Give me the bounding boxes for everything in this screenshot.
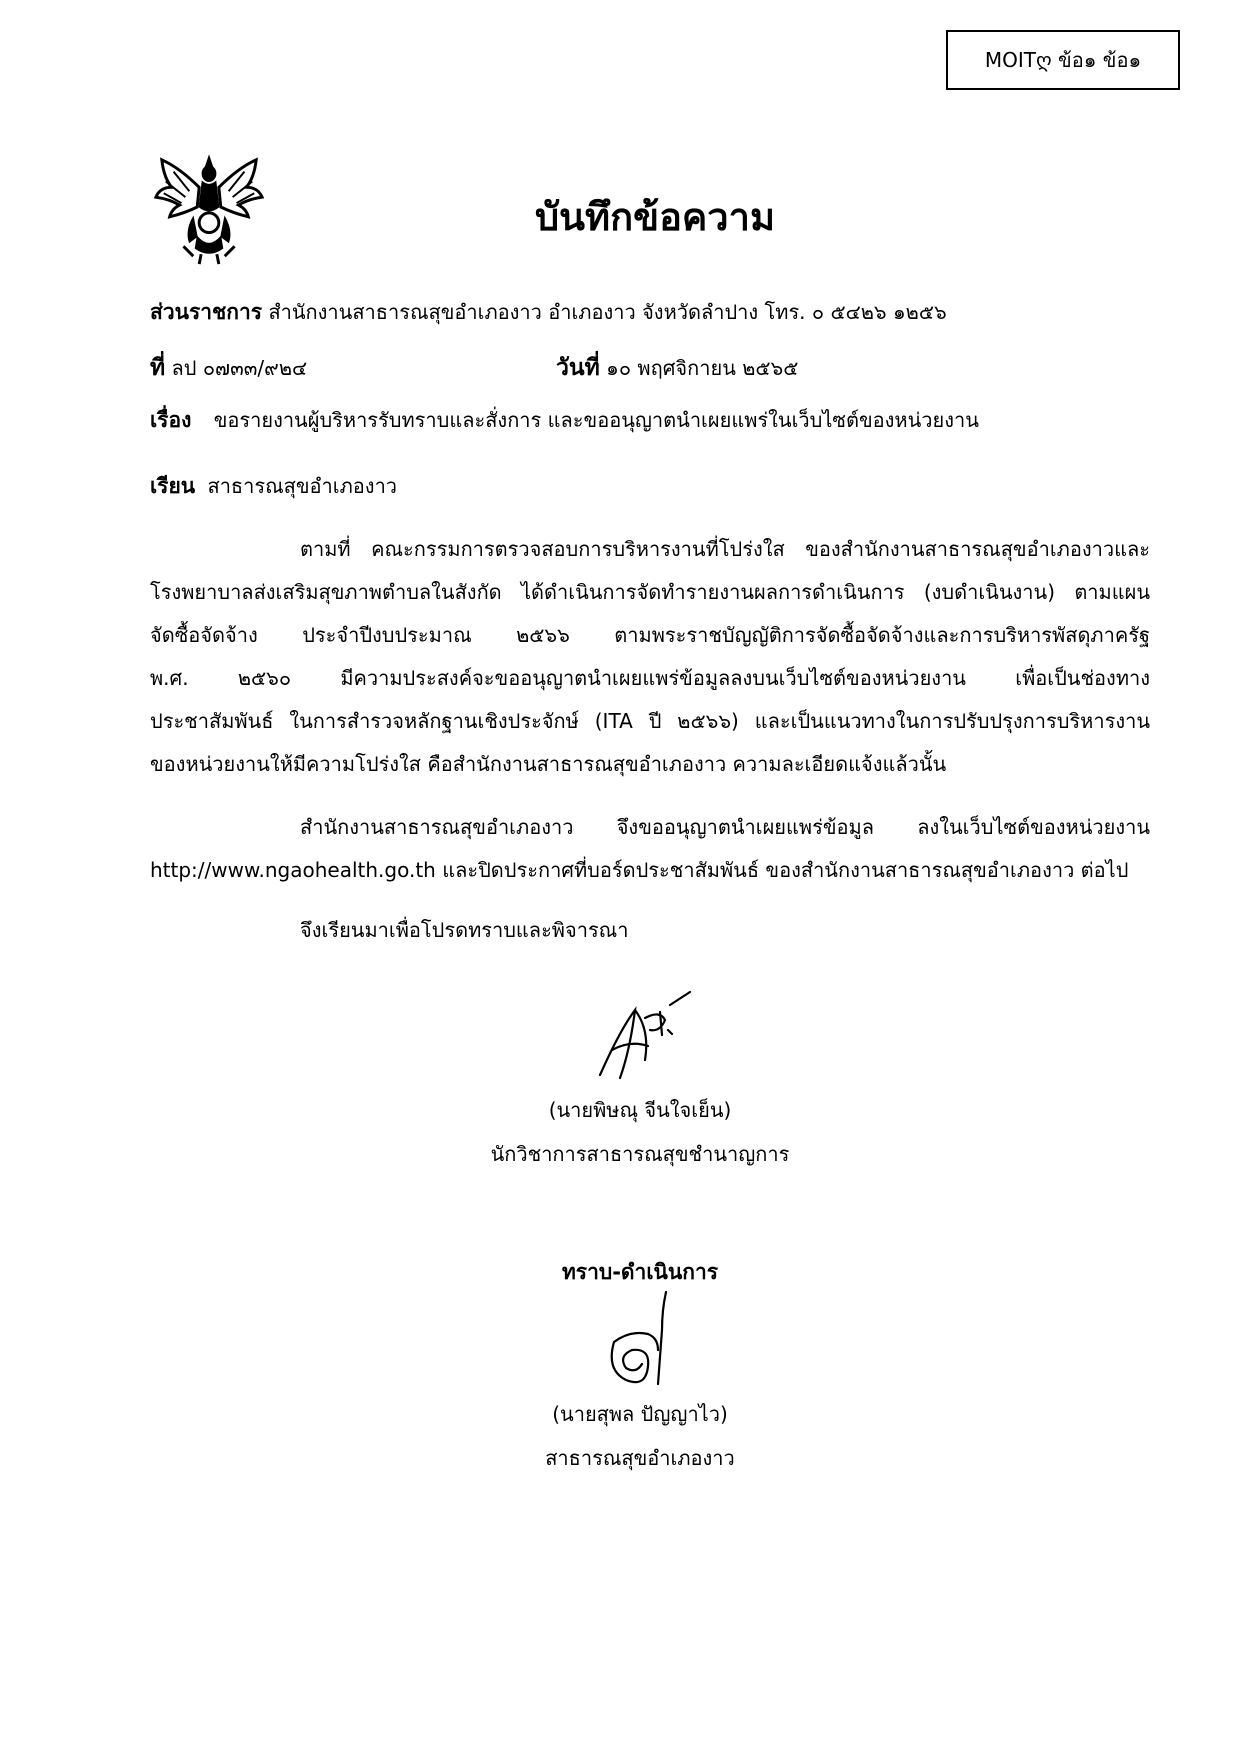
recipient-label: เรียน [150,474,196,498]
signer-1-position: นักวิชาการสาธารณสุขชำนาญการ [490,1142,790,1166]
signature-2-image [596,1290,686,1396]
signature-1-image [590,990,700,1090]
agency-line [150,296,947,329]
subject-value: ขอรายงานผู้บริหารรับทราบและสั่งการ และขออนุญาตนำเผยแพร่ในเว็บไซต์ของหน่วยงาน [213,408,979,432]
paragraph-line: พ.ศ. ๒๕๖๐ มีความประสงค์จะขออนุญาตนำเผยแพร่ข้อมูลลงบนเว็บไซต์ของหน่วยงาน เพื่อเป็นช่องทาง [150,666,1150,690]
paragraph-line: ตามที่ คณะกรรมการตรวจสอบการบริหารงานที่โปร่งใส ของสำนักงานสาธารณสุขอำเภองาวและ [300,537,1150,561]
paragraph-line: ประชาสัมพันธ์ ในการสำรวจหลักฐานเชิงประจักษ์ (ITA ปี ๒๕๖๖) และเป็นแนวทางในการปรับปรุงการบริหารงาน [150,709,1150,733]
reference-line [150,350,307,386]
paragraph-line: ของหน่วยงานให้มีความโปร่งใส คือสำนักงานสาธารณสุขอำเภองาว ความละเอียดแจ้งแล้วนั้น [150,752,947,776]
reference-label: ที่ [150,355,166,381]
date-line [556,350,798,386]
approval-label: ทราบ-ดำเนินการ [561,1260,719,1284]
reference-value: ลป ๐๗๓๓/๙๒๔ [171,356,308,380]
body-paragraph-1 [150,528,1150,786]
paragraph-line: โรงพยาบาลส่งเสริมสุขภาพตำบลในสังกัด ได้ดำเนินการจัดทำรายงานผลการดำเนินการ (งบดำเนินงาน) ตามแผน [150,580,1150,604]
signer-2-position: สาธารณสุขอำเภองาว [545,1446,735,1470]
signer-1-name: (นายพิษณุ จีนใจเย็น) [548,1098,732,1122]
date-value: ๑๐ พฤศจิกายน ๒๕๖๕ [606,356,799,380]
paragraph-line: http://www.ngaohealth.go.th และปิดประกาศที่บอร์ดประชาสัมพันธ์ ของสำนักงานสาธารณสุขอำเภองาว ต่อไป [150,858,1129,882]
date-label: วันที่ [556,355,600,381]
document-code: MOITღ ข้อ๑ ข้อ๑ [984,48,1142,72]
subject-label: เรื่อง [150,408,192,432]
closing-line: จึงเรียนมาเพื่อโปรดทราบและพิจารณา [300,918,629,942]
agency-label: ส่วนราชการ [150,300,263,324]
recipient-line [150,470,397,503]
recipient-value: สาธารณสุขอำเภองาว [207,474,398,498]
subject-line [150,404,979,437]
agency-value: สำนักงานสาธารณสุขอำเภองาว อำเภองาว จังหวัดลำปาง โทร. ๐ ๕๔๒๖ ๑๒๕๖ [268,300,947,324]
document-code-box [946,30,1180,90]
memo-title: บันทึกข้อความ [534,195,776,239]
paragraph-line: สำนักงานสาธารณสุขอำเภองาว จึงขออนุญาตนำเผยแพร่ข้อมูล ลงในเว็บไซต์ของหน่วยงาน [300,815,1150,839]
paragraph-line: จัดซื้อจัดจ้าง ประจำปีงบประมาณ ๒๕๖๖ ตามพระราชบัญญัติการจัดซื้อจัดจ้างและการบริหารพัสดุภาครัฐ [150,623,1150,647]
signer-2-name: (นายสุพล ปัญญาไว) [552,1402,728,1426]
body-paragraph-2 [150,806,1150,892]
